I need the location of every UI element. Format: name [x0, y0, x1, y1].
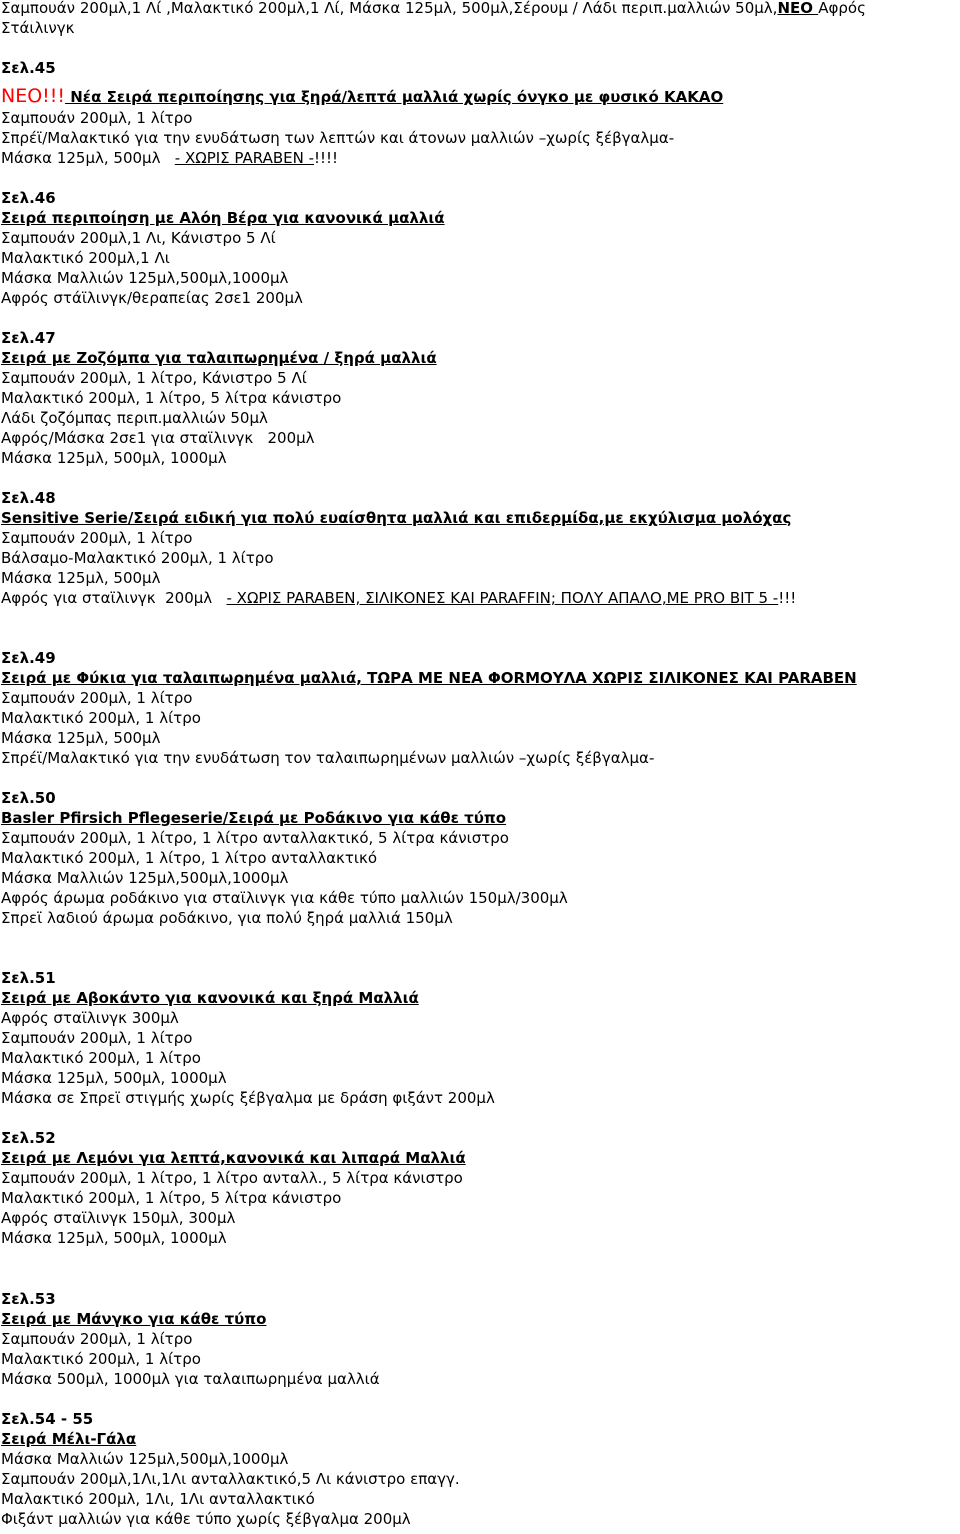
product-line: Σαμπουάν 200μλ, 1 λίτρο, 1 λίτρο ανταλλακτικό, 5 λίτρα κάνιστρο	[1, 829, 509, 847]
notice-text: - ΧΩΡΙΣ PARABEN, ΣΙΛΙΚΟΝΕΣ ΚΑΙ PARAFFIN; ΠΟΛΥ ΑΠΑΛΟ,ΜΕ PRO BIT 5 -	[226, 589, 779, 607]
product-line: Σπρέϊ/Μαλακτικό για την ενυδάτωση τον ταλαιπωρημένων μαλλιών –χωρίς ξέβγαλμα-	[1, 749, 655, 767]
product-line: Αφρός σταϊλινγκ 150μλ, 300μλ	[1, 1209, 236, 1227]
notice-text: - ΧΩΡΙΣ PARABEN -	[174, 149, 315, 167]
neo-badge: ΝΕΟ	[777, 0, 819, 17]
section-title: Σειρά περιποίηση με Αλόη Βέρα για κανονικά μαλλιά	[1, 209, 445, 227]
product-line: Μάσκα 500μλ, 1000μλ για ταλαιπωρημένα μαλλιά	[1, 1370, 380, 1388]
product-text: Μάσκα 125μλ, 500μλ	[1, 149, 175, 167]
product-line: Σαμπουάν 200μλ, 1 λίτρο	[1, 1029, 193, 1047]
section-title: Σειρά με Ζοζόμπα για ταλαιπωρημένα / ξηρά μαλλιά	[1, 349, 437, 367]
product-line: Αφρός στάϊλινγκ/θεραπείας 2σε1 200μλ	[1, 289, 303, 307]
product-line: Σαμπουάν 200μλ, 1 λίτρο	[1, 109, 193, 127]
section-title: Sensitive Serie/Σειρά ειδική για πολύ ευαίσθητα μαλλιά και επιδερμίδα,με εκχύλισμα μολόχας	[1, 509, 792, 527]
product-line: Σπρεϊ λαδιού άρωμα ροδάκινο, για πολύ ξηρά μαλλιά 150μλ	[1, 909, 453, 927]
product-line: Σαμπουάν 200μλ, 1 λίτρο	[1, 529, 193, 547]
product-line: Μαλακτικό 200μλ, 1Λι, 1Λι ανταλλακτικό	[1, 1490, 315, 1508]
product-line: Σαμπουάν 200μλ,1 Λι, Κάνιστρο 5 Λί	[1, 229, 276, 247]
page-number: Σελ.47	[1, 329, 56, 347]
page-number: Σελ.48	[1, 489, 56, 507]
product-line: Μαλακτικό 200μλ, 1 λίτρο	[1, 1350, 201, 1368]
section-title-text: Νέα Σειρά περιποίησης για ξηρά/λεπτά μαλλιά χωρίς όνγκο με φυσικό ΚΑΚΑΟ	[65, 88, 724, 106]
exclamations: !!!	[778, 589, 797, 607]
product-line: Σπρέϊ/Μαλακτικό για την ενυδάτωση των λεπτών και άτονων μαλλιών –χωρίς ξέβγαλμα-	[1, 129, 675, 147]
product-line: Μάσκα 125μλ, 500μλ, 1000μλ	[1, 1069, 227, 1087]
section-title: Basler Pfirsich Pflegeserie/Σειρά με Ροδάκινο για κάθε τύπο	[1, 809, 507, 827]
product-line: Λάδι ζοζόμπας περιπ.μαλλιών 50μλ	[1, 409, 268, 427]
page-number: Σελ.54 - 55	[1, 1410, 94, 1428]
product-line: Αφρός/Μάσκα 2σε1 για σταϊλινγκ 200μλ	[1, 429, 315, 447]
product-line: Μάσκα 125μλ, 500μλ, 1000μλ	[1, 449, 227, 467]
product-line: Μάσκα 125μλ, 500μλ	[1, 569, 161, 587]
product-line: Φιξάντ μαλλιών για κάθε τύπο χωρίς ξέβγαλμα 200μλ	[1, 1510, 411, 1528]
product-line: Σαμπουάν 200μλ, 1 λίτρο, Κάνιστρο 5 Λί	[1, 369, 307, 387]
intro-line: Στάιλινγκ	[1, 19, 75, 37]
product-line: Σαμπουάν 200μλ,1Λι,1Λι ανταλλακτικό,5 Λι κάνιστρο επαγγ.	[1, 1470, 460, 1488]
product-line: Μάσκα Μαλλιών 125μλ,500μλ,1000μλ	[1, 869, 289, 887]
product-line: Μαλακτικό 200μλ, 1 λίτρο, 1 λίτρο ανταλλακτικό	[1, 849, 377, 867]
page-number: Σελ.53	[1, 1290, 56, 1308]
product-line	[1, 148, 338, 168]
product-line: Μάσκα 125μλ, 500μλ, 1000μλ	[1, 1229, 227, 1247]
product-line: Μάσκα 125μλ, 500μλ	[1, 729, 161, 747]
product-line: Σαμπουάν 200μλ, 1 λίτρο	[1, 1330, 193, 1348]
exclamations: !!!!	[314, 149, 339, 167]
neo-badge: ΝΕΟ!!!	[1, 85, 66, 107]
product-line: Μαλακτικό 200μλ,1 Λι	[1, 249, 170, 267]
section-title	[1, 86, 723, 106]
product-line: Μαλακτικό 200μλ, 1 λίτρο	[1, 709, 201, 727]
page-number: Σελ.52	[1, 1129, 56, 1147]
product-line: Αφρός άρωμα ροδάκινο για σταϊλινγκ για κάθε τύπο μαλλιών 150μλ/300μλ	[1, 889, 568, 907]
product-line: Μαλακτικό 200μλ, 1 λίτρο	[1, 1049, 201, 1067]
section-title: Σειρά με Λεμόνι για λεπτά,κανονικά και λιπαρά Μαλλιά	[1, 1149, 466, 1167]
product-line: Σαμπουάν 200μλ, 1 λίτρο, 1 λίτρο ανταλλ., 5 λίτρα κάνιστρο	[1, 1169, 463, 1187]
product-line: Μάσκα σε Σπρεϊ στιγμής χωρίς ξέβγαλμα με δράση φιξάντ 200μλ	[1, 1089, 495, 1107]
product-line: Βάλσαμο-Μαλακτικό 200μλ, 1 λίτρο	[1, 549, 274, 567]
product-line: Σαμπουάν 200μλ, 1 λίτρο	[1, 689, 193, 707]
page-number: Σελ.49	[1, 649, 56, 667]
intro-text: Σαμπουάν 200μλ,1 Λί ,Μαλακτικό 200μλ,1 Λί, Μάσκα 125μλ, 500μλ,Σέρουμ / Λάδι περιπ.μαλλιών 50μλ,	[1, 0, 778, 17]
section-title: Σειρά με Φύκια για ταλαιπωρημένα μαλλιά, ΤΩΡΑ ΜΕ ΝΕΑ ΦΟRΜΟΥΛΑ ΧΩΡΙΣ ΣΙΛΙΚΟΝΕΣ ΚΑΙ PARABEN	[1, 669, 857, 687]
product-line: Αφρός σταϊλινγκ 300μλ	[1, 1009, 179, 1027]
product-line: Μάσκα Μαλλιών 125μλ,500μλ,1000μλ	[1, 1450, 289, 1468]
intro-text-end: Αφρός	[818, 0, 866, 17]
intro-line	[1, 0, 866, 18]
page-number: Σελ.50	[1, 789, 56, 807]
product-text: Αφρός για σταϊλινγκ 200μλ	[1, 589, 227, 607]
page-number: Σελ.51	[1, 969, 56, 987]
product-line: Μάσκα Μαλλιών 125μλ,500μλ,1000μλ	[1, 269, 289, 287]
section-title: Σειρά Μέλι-Γάλα	[1, 1430, 137, 1448]
product-line	[1, 588, 796, 608]
section-title: Σειρά με Αβοκάντο για κανονικά και ξηρά Μαλλιά	[1, 989, 419, 1007]
page-number: Σελ.46	[1, 189, 56, 207]
product-line: Μαλακτικό 200μλ, 1 λίτρο, 5 λίτρα κάνιστρο	[1, 1189, 342, 1207]
page-number: Σελ.45	[1, 59, 56, 77]
section-title: Σειρά με Μάνγκο για κάθε τύπο	[1, 1310, 267, 1328]
product-line: Μαλακτικό 200μλ, 1 λίτρο, 5 λίτρα κάνιστρο	[1, 389, 342, 407]
